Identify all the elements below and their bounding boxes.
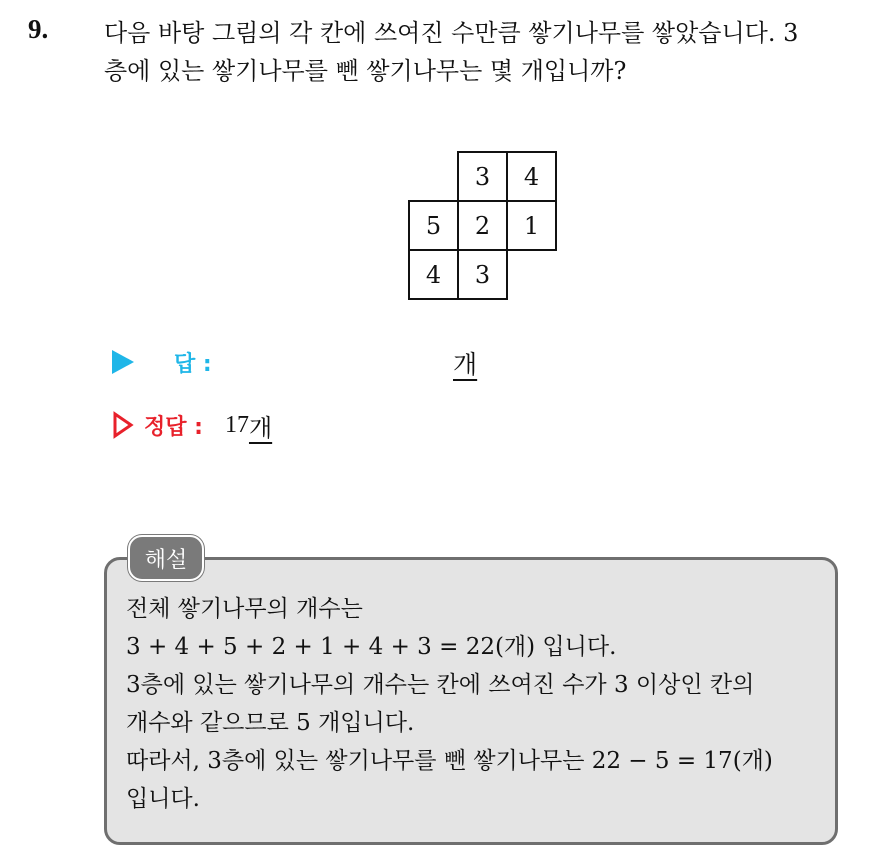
correct-answer-value: 17 xyxy=(224,411,249,438)
outline-triangle-icon xyxy=(112,411,134,439)
correct-answer-unit: 개 xyxy=(248,413,273,442)
explanation-line-4: 개수와 같으므로 5 개입니다. xyxy=(126,710,415,736)
grid-cell-r3c2: 3 xyxy=(457,249,508,300)
answer-unit: 개 xyxy=(453,350,478,379)
explanation-line-6: 입니다. xyxy=(126,786,200,812)
question-number: 9. xyxy=(28,14,49,44)
question-line-2: 층에 있는 쌓기나무를 뺀 쌓기나무는 몇 개입니까? xyxy=(104,57,627,85)
grid-cell-r2c3: 1 xyxy=(506,200,557,251)
explanation-line-3: 3층에 있는 쌓기나무의 개수는 칸에 쓰여진 수가 3 이상인 칸의 xyxy=(126,672,755,698)
correct-answer-label: 정답 : xyxy=(144,414,203,440)
explanation-line-5: 따라서, 3층에 있는 쌓기나무를 뺀 쌓기나무는 22 − 5 = 17(개) xyxy=(126,748,773,774)
correct-answer-row xyxy=(112,405,272,445)
grid-cell-r3c1: 4 xyxy=(408,249,459,300)
explanation-tab: 해설 xyxy=(128,535,204,581)
question-line-1: 다음 바탕 그림의 각 칸에 쓰여진 수만큼 쌓기나무를 쌓았습니다. 3 xyxy=(104,19,799,47)
grid-cell-r2c1: 5 xyxy=(408,200,459,251)
explanation-line-2: 3 + 4 + 5 + 2 + 1 + 4 + 3 = 22(개) 입니다. xyxy=(126,634,617,660)
question-text xyxy=(104,14,874,90)
answer-label: 답 : xyxy=(174,351,212,377)
play-triangle-icon xyxy=(112,350,134,374)
grid-cell-r1c2: 3 xyxy=(457,151,508,202)
answer-row xyxy=(112,344,212,380)
base-grid-figure xyxy=(408,151,556,299)
grid-cell-r1c3: 4 xyxy=(506,151,557,202)
grid-cell-r2c2: 2 xyxy=(457,200,508,251)
explanation-line-1: 전체 쌓기나무의 개수는 xyxy=(126,596,363,622)
explanation-text xyxy=(126,590,826,818)
